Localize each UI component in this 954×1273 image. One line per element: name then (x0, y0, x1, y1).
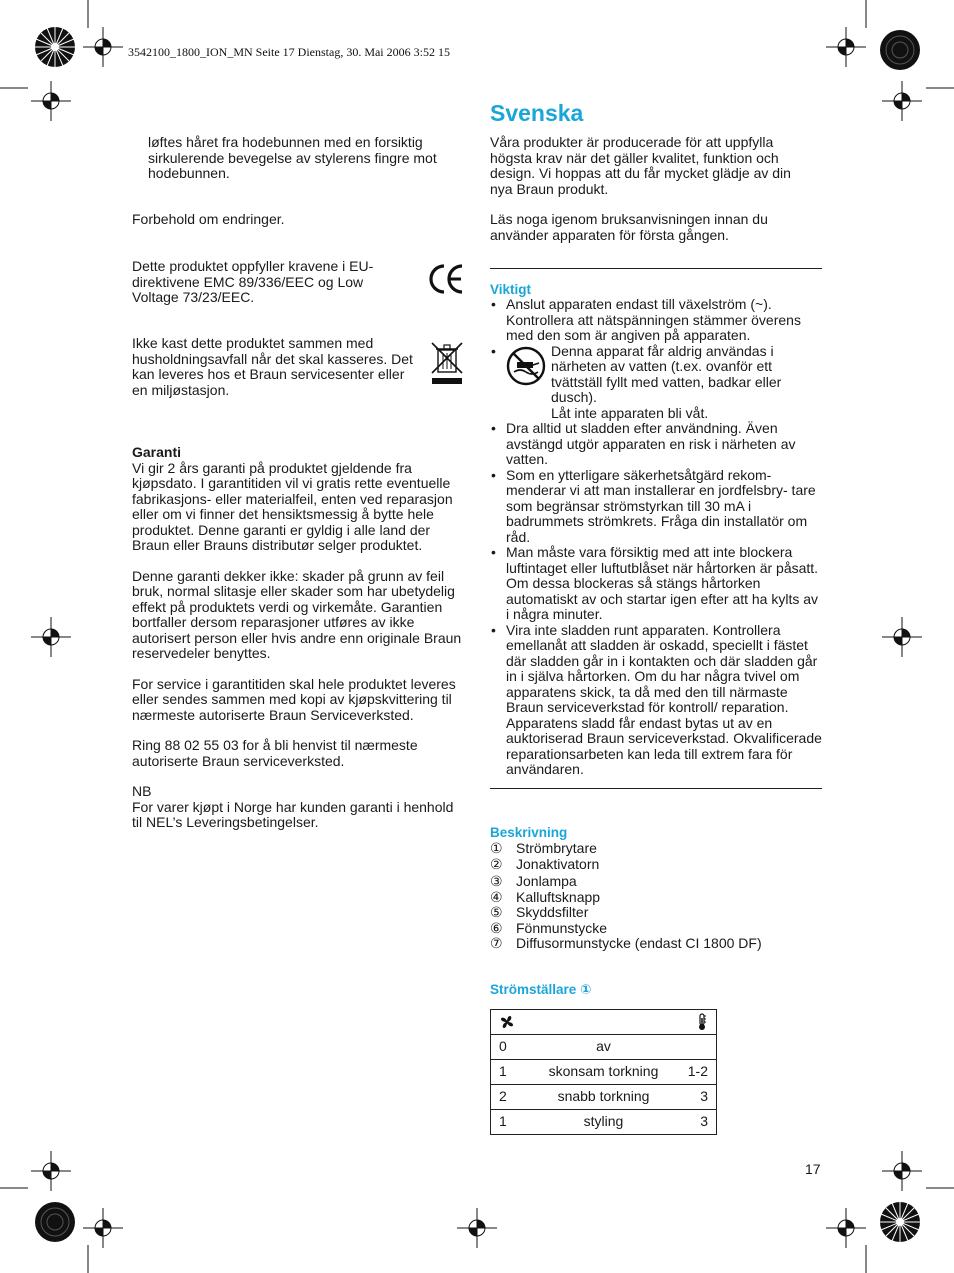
crosshair-icon (31, 81, 71, 121)
table-row: 1 styling 3 (491, 1110, 717, 1135)
crosshair-icon (31, 617, 71, 657)
language-title: Svenska (490, 100, 584, 126)
description-title: Beskrivning (490, 825, 568, 840)
intro-paragraph: Läs noga igenom bruksanvisningen innan du använder apparaten för första gången. (490, 211, 768, 243)
crosshair-icon (882, 617, 922, 657)
guarantee-section (132, 445, 464, 831)
list-item: ① Strömbrytare (490, 840, 597, 856)
weee-disposal-text: Ikke kast dette produktet sammen med husholdningsavfall når det skal kasseres. Det kan leveres hos et Braun servicesenter eller en miljøstasjon. (132, 335, 413, 398)
guarantee-title: Garanti (132, 444, 182, 460)
list-item: ④ Kalluftsknapp (490, 888, 601, 905)
list-item: ③ Jonlampa (490, 873, 577, 889)
table-row: 1 skonsam torkning 1-2 (491, 1060, 717, 1085)
list-item: • Som en ytterligare säkerhetsåtgärd rekom- menderar vi att man installerar en jordfelsbry- tare som begränsar strömstyrkan till 30 mA i badrummets strömkrets. Fråga din installatör om råd. (490, 468, 822, 546)
switch-title: Strömställare ① (490, 982, 592, 997)
intro-paragraph: Våra produkter är producerade för att uppfylla högsta krav när det gäller kvalitet, funktion och design. Vi hoppas att du får mycket glädje av din nya Braun produkt. (490, 134, 791, 197)
important-title: Viktigt (490, 282, 532, 297)
list-item: • Denna apparat får aldrig användas i närheten av vatten (t.ex. ovanför ett tvättställ fyllt med vatten, badkar eller dusch). Låt inte apparaten bli våt. (490, 344, 822, 422)
important-list (490, 297, 822, 778)
list-item: ⑤ Skyddsfilter (490, 904, 589, 920)
list-item: ⑦ Diffusormunstycke (endast CI 1800 DF) (490, 935, 762, 951)
reservation-note: Forbehold om endringer. (132, 211, 285, 227)
crosshair-icon (826, 1208, 866, 1248)
nb-label: NB (132, 783, 152, 799)
crosshair-icon (882, 1151, 922, 1191)
table-row: 0 av (491, 1035, 717, 1060)
crosshair-icon (83, 27, 123, 67)
list-item: ⑥ Fönmunstycke (490, 919, 608, 936)
list-item: • Anslut apparaten endast till växelström (~). Kontrollera att nätspänningen stämmer överens med den som är angiven på apparaten. (490, 297, 822, 344)
guarantee-paragraph: Ring 88 02 55 03 for å bli henvist til nærmeste autoriserte Braun serviceverksted. (132, 737, 418, 769)
list-item: • Dra alltid ut sladden efter användning. Även avstängd utgör apparaten en risk i närheten av vatten. (490, 421, 822, 468)
rosette-bottom-left-icon (33, 1200, 77, 1244)
description-list (490, 841, 820, 952)
fan-icon (499, 1014, 515, 1030)
crossed-bin-icon (429, 340, 465, 386)
ce-mark-icon (429, 262, 465, 296)
crosshair-icon (882, 81, 922, 121)
rosette-top-left-icon (33, 25, 77, 69)
list-item: • Man måste vara försiktig med att inte blockera luftintaget eller luftutblåset när hårtorken är påsatt. Om dessa blockeras så stängs hårtorken automatiskt av och startar igen efter att ha kylts av i några minuter. (490, 545, 822, 623)
list-item: • Vira inte sladden runt apparaten. Kontrollera emellanåt att sladden är oskadd, speciellt i fästet där sladden går in i kontakten och där sladden går in i själva hårtorken. Om du har några tvivel om apparatens skick, ta då med den till närmaste Braun serviceverkstad för kontroll/ reparation. Apparatens sladd får endast bytas ut av en auktoriserad Braun serviceverkstad. Okvalificerade reparationsarbeten kan leda till extrem fara för användaren. (490, 623, 822, 778)
crosshair-icon (31, 1151, 71, 1191)
guarantee-paragraph: For service i garantitiden skal hele produktet leveres eller sendes sammen med kopi av kjøpskvittering til nærmeste autoriserte Braun Serviceverksted. (132, 675, 456, 723)
page-number: 17 (805, 1161, 821, 1177)
guarantee-paragraph: Denne garanti dekker ikke: skader på grunn av feil bruk, normal slitasje eller skader som har ubetydelig effekt på produktets verdi og virkemåte. Garantien bortfaller dersom reparasjoner utføres av ikke autorisert person eller hvis andre enn originale Braun reservedeler benyttes. (132, 567, 462, 661)
ce-compliance-text: Dette produktet oppfyller kravene i EU-direktivene EMC 89/336/EEC og Low Voltage 73/23/EEC. (132, 258, 374, 305)
crosshair-icon (83, 1208, 123, 1248)
nb-text: For varer kjøpt i Norge har kunden garanti i henhold til NEL’s Leveringsbetingelser. (132, 798, 454, 830)
thermometer-icon (696, 1013, 708, 1031)
print-header: 3542100_1800_ION_MN Seite 17 Dienstag, 30. Mai 2006 3:52 15 (128, 45, 450, 59)
hair-instruction: løftes håret fra hodebunnen med en forsiktig sirkulerende bevegelse av stylerens fingre mot hodebunnen. (148, 134, 437, 181)
rosette-top-right-icon (878, 28, 922, 72)
divider (490, 268, 822, 269)
list-item: ② Jonaktivatorn (490, 855, 600, 872)
switch-settings-table (490, 1009, 717, 1135)
crosshair-icon (457, 1208, 497, 1248)
table-row: 2 snabb torkning 3 (491, 1085, 717, 1110)
table-header-row (491, 1010, 717, 1035)
crosshair-icon (826, 27, 866, 67)
no-water-warning-icon (506, 346, 546, 386)
rosette-bottom-right-icon (878, 1200, 922, 1244)
guarantee-paragraph: Vi gir 2 års garanti på produktet gjeldende fra kjøpsdato. I garantitiden vil vi gratis rette eventuelle fabrikasjons- eller materialfeil, enten ved reparasjon eller om vi finner det hensiktsmessig å bytte hele produktet. Denne garanti er gyldig i alle land der Braun eller Brauns distributør selger produktet. (132, 459, 453, 553)
divider (490, 788, 822, 789)
